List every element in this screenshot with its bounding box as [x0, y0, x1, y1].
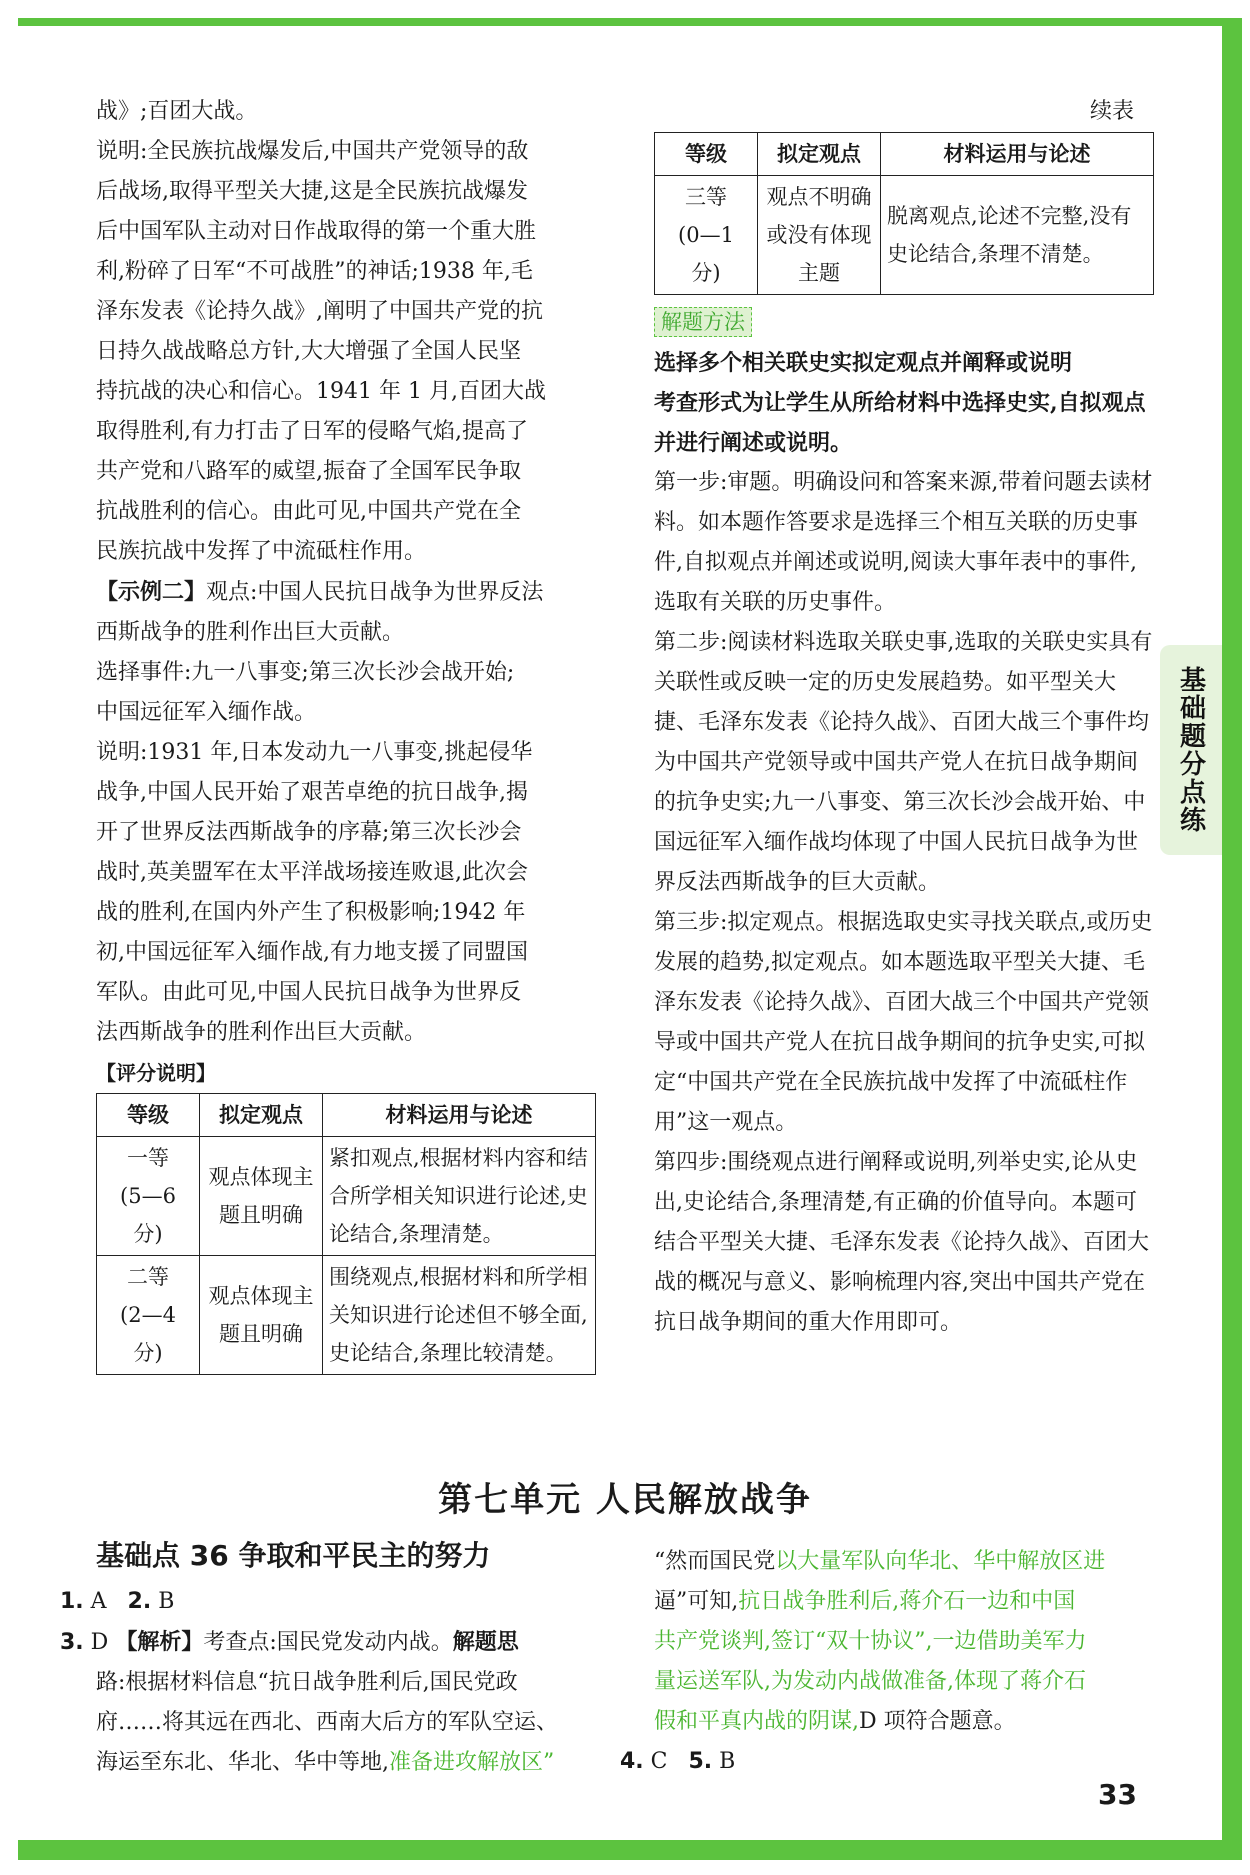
table-cell: 紧扣观点,根据材料内容和结合所学相关知识进行论述,史论结合,条理清楚。 [323, 1137, 596, 1256]
example2-line: 战的胜利,在国内外产生了积极影响;1942 年 [96, 900, 526, 925]
method-title: 选择多个相关联史实拟定观点并阐释或说明 [654, 350, 1073, 376]
page-frame-top [18, 18, 1232, 26]
table-cell: 二等 (2—4 分) [97, 1256, 200, 1375]
scoring-label: 【评分说明】 [96, 1061, 216, 1085]
unit-title: 第七单元 人民解放战争 [438, 1480, 812, 1520]
left-line: 共产党和八路军的威望,振奋了全国军民争取 [96, 459, 521, 484]
left-column [96, 92, 596, 1375]
table-header-row [97, 1094, 596, 1137]
table-cell: 脱离观点,论述不完整,没有史论结合,条理不清楚。 [881, 176, 1154, 295]
left-paragraph [96, 92, 596, 572]
table-row [655, 176, 1154, 295]
table-cell: 观点体现主题且明确 [200, 1137, 323, 1256]
example2-line: 军队。由此可见,中国人民抗日战争为世界反 [96, 980, 521, 1005]
analysis-line: 量运送军队,为发动内战做准备,体现了蒋介石 [654, 1669, 1086, 1694]
left-line: 民族抗战中发挥了中流砥柱作用。 [96, 539, 427, 564]
right-column [654, 92, 1154, 1343]
analysis-line: 逼”可知,抗日战争胜利后,蒋介石一边和中国 [654, 1589, 1076, 1614]
analysis-line: 路:根据材料信息“抗日战争胜利后,国民党政 [96, 1670, 518, 1695]
left-line: 利,粉碎了日军“不可战胜”的神话;1938 年,毛 [96, 259, 533, 284]
analysis-line: 海运至东北、华北、华中等地,准备进攻解放区” [96, 1750, 555, 1775]
analysis-line: “然而国民党以大量军队向华北、华中解放区进 [654, 1549, 1106, 1574]
table-cell: 围绕观点,根据材料和所学相关知识进行论述但不够全面,史论结合,条理比较清楚。 [323, 1256, 596, 1375]
scoring-table [96, 1093, 596, 1375]
example2-line: 初,中国远征军入缅作战,有力地支援了同盟国 [96, 940, 528, 965]
table-header: 材料运用与论述 [323, 1094, 596, 1137]
answer-line-3: 3. D 【解析】考查点:国民党发动内战。解题思 [60, 1629, 519, 1655]
example2-line: 说明:1931 年,日本发动九一八事变,挑起侵华 [96, 740, 533, 765]
answers-left [60, 1582, 600, 1783]
left-line: 持抗战的决心和信心。1941 年 1 月,百团大战 [96, 379, 546, 404]
scoring-table-continued [654, 132, 1154, 295]
table-cell: 一等 (5—6 分) [97, 1137, 200, 1256]
table-header-row [655, 133, 1154, 176]
side-tab-label: 基础题分点练 [1175, 666, 1206, 834]
page-number: 33 [1098, 1778, 1137, 1811]
answers-right [654, 1542, 1154, 1742]
step-1: 第一步:审题。明确设问和答案来源,带着问题去读材料。如本题作答要求是选择三个相互关联的历史事件,自拟观点并阐述或说明,阅读大事年表中的事件,选取有关联的历史事件。 [654, 470, 1153, 615]
left-line: 泽东发表《论持久战》,阐明了中国共产党的抗 [96, 299, 543, 324]
left-line: 日持久战战略总方针,大大增强了全国人民坚 [96, 339, 521, 364]
answer-line-1: 1. A 2. B [60, 1589, 175, 1614]
table-header: 拟定观点 [200, 1094, 323, 1137]
example2-line: 法西斯战争的胜利作出巨大贡献。 [96, 1020, 427, 1045]
page-frame-bottom [18, 1840, 1242, 1860]
analysis-line: 共产党谈判,签订“双十协议”,一边借助美军力 [654, 1629, 1087, 1654]
example2-line: 战争,中国人民开始了艰苦卓绝的抗日战争,揭 [96, 780, 528, 805]
continued-caption: 续表 [1089, 99, 1134, 124]
left-line: 抗战胜利的信心。由此可见,中国共产党在全 [96, 499, 521, 524]
section-side-tab [1160, 645, 1222, 855]
analysis-line: 府……将其远在西北、西南大后方的军队空运、 [96, 1710, 559, 1735]
table-cell: 观点体现主题且明确 [200, 1256, 323, 1375]
basic-point-title: 基础点 36 争取和平民主的努力 [96, 1539, 491, 1572]
left-line: 后战场,取得平型关大捷,这是全民族抗战爆发 [96, 179, 528, 204]
table-row [97, 1137, 596, 1256]
table-header: 等级 [97, 1094, 200, 1137]
table-header: 等级 [655, 133, 758, 176]
example2-line: 选择事件:九一八事变;第三次长沙会战开始; [96, 660, 515, 685]
analysis-line: 假和平真内战的阴谋,D 项符合题意。 [654, 1709, 1016, 1734]
table-header: 材料运用与论述 [881, 133, 1154, 176]
left-line: 说明:全民族抗战爆发后,中国共产党领导的敌 [96, 139, 529, 164]
left-line: 战》;百团大战。 [96, 99, 258, 124]
example2-line: 中国远征军入缅作战。 [96, 700, 317, 725]
method-intro: 考查形式为让学生从所给材料中选择史实,自拟观点并进行阐述或说明。 [654, 390, 1146, 456]
left-line: 后中国军队主动对日作战取得的第一个重大胜 [96, 219, 537, 244]
table-header: 拟定观点 [758, 133, 881, 176]
table-row [97, 1256, 596, 1375]
step-4: 第四步:围绕观点进行阐释或说明,列举史实,论从史出,史论结合,条理清楚,有正确的价值导向。本题可结合平型关大捷、毛泽东发表《论持久战》、百团大战的概况与意义、影响梳理内容,突出中国共产党在抗日战争期间的重大作用即可。 [654, 1150, 1150, 1335]
example2-line: 西斯战争的胜利作出巨大贡献。 [96, 620, 405, 645]
example2-line: 开了世界反法西斯战争的序幕;第三次长沙会 [96, 820, 522, 845]
table-cell: 观点不明确或没有体现主题 [758, 176, 881, 295]
step-3: 第三步:拟定观点。根据选取史实寻找关联点,或历史发展的趋势,拟定观点。如本题选取平型关大捷、毛泽东发表《论持久战》、百团大战三个中国共产党领导或中国共产党人在抗日战争期间的抗争史实,可拟定“中国共产党在全民族抗战中发挥了中流砥柱作用”这一观点。 [654, 910, 1153, 1135]
page-frame-right [1222, 18, 1242, 1858]
table-cell: 三等 (0—1 分) [655, 176, 758, 295]
step-2: 第二步:阅读材料选取关联史事,选取的关联史实具有关联性或反映一定的历史发展趋势。如平型关大捷、毛泽东发表《论持久战》、百团大战三个事件均为中国共产党领导或中国共产党人在抗日战争期间的抗争史实;九一八事变、第三次长沙会战开始、中国远征军入缅作战均体现了中国人民抗日战争为世界反法西斯战争的巨大贡献。 [654, 630, 1153, 895]
example2-label: 【示例二】 [96, 579, 207, 605]
answer-line-4: 4. C 5. B [620, 1749, 736, 1774]
example2-line: 【示例二】观点:中国人民抗日战争为世界反法 [96, 579, 544, 605]
method-badge: 解题方法 [654, 307, 752, 337]
example2-paragraph [96, 613, 596, 1053]
example2-line: 战时,英美盟军在太平洋战场接连败退,此次会 [96, 860, 528, 885]
left-line: 取得胜利,有力打击了日军的侵略气焰,提高了 [96, 419, 528, 444]
